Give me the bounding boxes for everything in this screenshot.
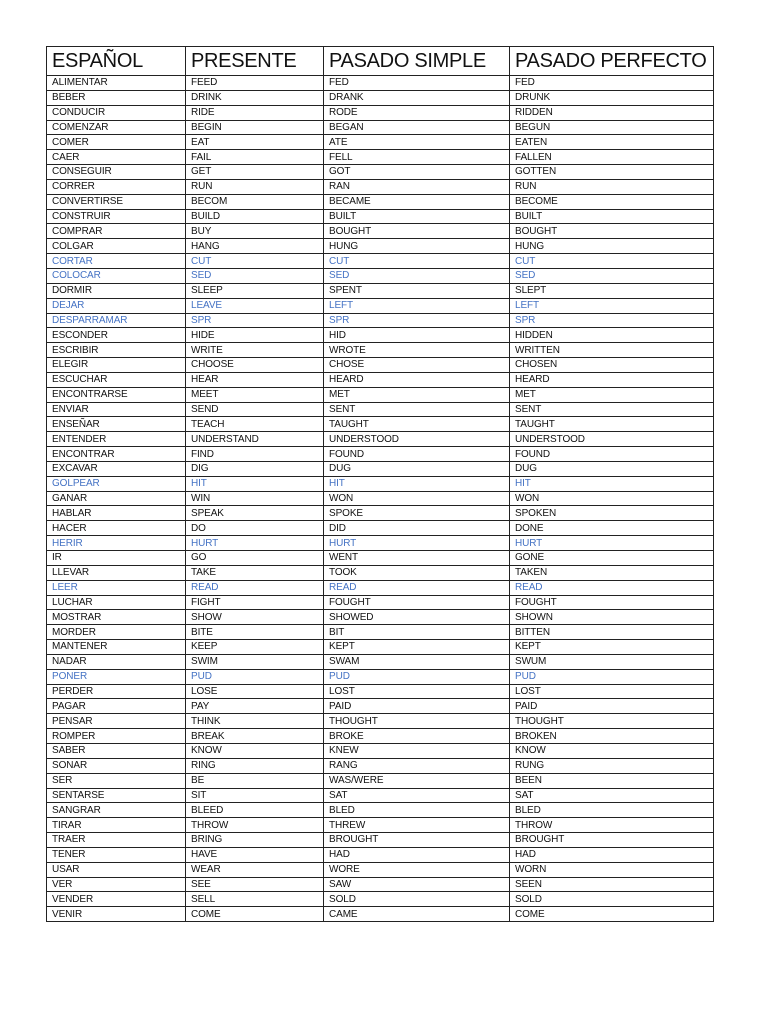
past-perfect-cell: FALLEN (510, 150, 714, 165)
past-simple-cell: THOUGHT (324, 714, 510, 729)
past-perfect-cell: BEEN (510, 773, 714, 788)
past-simple-cell: HEARD (324, 372, 510, 387)
present-cell: FIND (186, 447, 324, 462)
past-perfect-cell: HEARD (510, 372, 714, 387)
spanish-cell: IR (47, 551, 186, 566)
present-cell: UNDERSTAND (186, 432, 324, 447)
present-cell: GO (186, 551, 324, 566)
present-cell: BUILD (186, 209, 324, 224)
table-row (47, 372, 714, 387)
present-cell: DO (186, 521, 324, 536)
past-perfect-cell: RUNG (510, 758, 714, 773)
past-simple-cell: GOT (324, 165, 510, 180)
present-cell: BEGIN (186, 120, 324, 135)
present-cell: PAY (186, 699, 324, 714)
past-simple-cell: CUT (324, 254, 510, 269)
past-simple-cell: ATE (324, 135, 510, 150)
present-cell: HIDE (186, 328, 324, 343)
table-row (47, 387, 714, 402)
past-perfect-cell: TAUGHT (510, 417, 714, 432)
past-perfect-cell: WON (510, 491, 714, 506)
present-cell: KEEP (186, 640, 324, 655)
past-perfect-cell: PUD (510, 669, 714, 684)
present-cell: BREAK (186, 729, 324, 744)
present-cell: BITE (186, 625, 324, 640)
past-simple-cell: BROUGHT (324, 833, 510, 848)
past-perfect-cell: HIDDEN (510, 328, 714, 343)
spanish-cell: SABER (47, 743, 186, 758)
past-simple-cell: WROTE (324, 343, 510, 358)
table-row (47, 907, 714, 922)
table-row (47, 165, 714, 180)
past-simple-cell: BLED (324, 803, 510, 818)
table-row (47, 476, 714, 491)
present-cell: COME (186, 907, 324, 922)
present-cell: HURT (186, 536, 324, 551)
past-perfect-cell: FED (510, 76, 714, 91)
spanish-cell: ESCUCHAR (47, 372, 186, 387)
spanish-cell: LUCHAR (47, 595, 186, 610)
present-cell: SPEAK (186, 506, 324, 521)
past-perfect-cell: GOTTEN (510, 165, 714, 180)
spanish-cell: VER (47, 877, 186, 892)
past-simple-cell: KNEW (324, 743, 510, 758)
past-simple-cell: TAUGHT (324, 417, 510, 432)
table-row (47, 758, 714, 773)
table-row (47, 521, 714, 536)
past-perfect-cell: WORN (510, 862, 714, 877)
spanish-cell: SANGRAR (47, 803, 186, 818)
spanish-cell: HABLAR (47, 506, 186, 521)
spanish-cell: GANAR (47, 491, 186, 506)
table-row (47, 729, 714, 744)
present-cell: EAT (186, 135, 324, 150)
table-row (47, 506, 714, 521)
past-simple-cell: CHOSE (324, 358, 510, 373)
past-simple-cell: CAME (324, 907, 510, 922)
past-simple-cell: WON (324, 491, 510, 506)
past-perfect-cell: BROUGHT (510, 833, 714, 848)
spanish-cell: ENCONTRAR (47, 447, 186, 462)
past-simple-cell: LOST (324, 684, 510, 699)
past-perfect-cell: UNDERSTOOD (510, 432, 714, 447)
past-perfect-cell: LOST (510, 684, 714, 699)
past-perfect-cell: HURT (510, 536, 714, 551)
table-row (47, 640, 714, 655)
past-simple-cell: DID (324, 521, 510, 536)
header-pasado-simple: PASADO SIMPLE (324, 47, 510, 76)
present-cell: TAKE (186, 565, 324, 580)
past-perfect-cell: WRITTEN (510, 343, 714, 358)
past-perfect-cell: BEGUN (510, 120, 714, 135)
present-cell: KNOW (186, 743, 324, 758)
spanish-cell: SONAR (47, 758, 186, 773)
past-perfect-cell: BLED (510, 803, 714, 818)
past-perfect-cell: GONE (510, 551, 714, 566)
present-cell: SEE (186, 877, 324, 892)
past-simple-cell: FOUND (324, 447, 510, 462)
past-perfect-cell: SLEPT (510, 283, 714, 298)
spanish-cell: SER (47, 773, 186, 788)
past-perfect-cell: FOUND (510, 447, 714, 462)
table-row (47, 268, 714, 283)
table-row (47, 179, 714, 194)
past-perfect-cell: CHOSEN (510, 358, 714, 373)
present-cell: RING (186, 758, 324, 773)
table-row (47, 417, 714, 432)
spanish-cell: PERDER (47, 684, 186, 699)
spanish-cell: CONSEGUIR (47, 165, 186, 180)
past-simple-cell: TOOK (324, 565, 510, 580)
spanish-cell: SENTARSE (47, 788, 186, 803)
spanish-cell: CONSTRUIR (47, 209, 186, 224)
table-row (47, 283, 714, 298)
spanish-cell: TIRAR (47, 818, 186, 833)
spanish-cell: ELEGIR (47, 358, 186, 373)
table-row (47, 447, 714, 462)
spanish-cell: ENCONTRARSE (47, 387, 186, 402)
past-perfect-cell: KEPT (510, 640, 714, 655)
past-simple-cell: DRANK (324, 90, 510, 105)
present-cell: SHOW (186, 610, 324, 625)
past-simple-cell: BIT (324, 625, 510, 640)
present-cell: SIT (186, 788, 324, 803)
past-perfect-cell: FOUGHT (510, 595, 714, 610)
table-row (47, 402, 714, 417)
past-perfect-cell: SHOWN (510, 610, 714, 625)
past-simple-cell: MET (324, 387, 510, 402)
past-simple-cell: FED (324, 76, 510, 91)
spanish-cell: ESCONDER (47, 328, 186, 343)
table-row (47, 847, 714, 862)
present-cell: HAVE (186, 847, 324, 862)
spanish-cell: CAER (47, 150, 186, 165)
past-simple-cell: HURT (324, 536, 510, 551)
table-row (47, 595, 714, 610)
past-perfect-cell: KNOW (510, 743, 714, 758)
past-simple-cell: BROKE (324, 729, 510, 744)
past-perfect-cell: BROKEN (510, 729, 714, 744)
present-cell: CUT (186, 254, 324, 269)
present-cell: DRINK (186, 90, 324, 105)
present-cell: READ (186, 580, 324, 595)
header-pasado-perfecto: PASADO PERFECTO (510, 47, 714, 76)
spanish-cell: TENER (47, 847, 186, 862)
spanish-cell: ALIMENTAR (47, 76, 186, 91)
table-row (47, 773, 714, 788)
table-row (47, 298, 714, 313)
past-simple-cell: THREW (324, 818, 510, 833)
table-row (47, 669, 714, 684)
table-row (47, 358, 714, 373)
past-simple-cell: READ (324, 580, 510, 595)
spanish-cell: ESCRIBIR (47, 343, 186, 358)
past-simple-cell: WENT (324, 551, 510, 566)
spanish-cell: VENIR (47, 907, 186, 922)
verb-table (46, 46, 714, 922)
past-perfect-cell: CUT (510, 254, 714, 269)
table-row (47, 551, 714, 566)
spanish-cell: DEJAR (47, 298, 186, 313)
present-cell: BECOM (186, 194, 324, 209)
present-cell: THINK (186, 714, 324, 729)
present-cell: CHOOSE (186, 358, 324, 373)
present-cell: WRITE (186, 343, 324, 358)
past-simple-cell: FELL (324, 150, 510, 165)
present-cell: THROW (186, 818, 324, 833)
spanish-cell: NADAR (47, 654, 186, 669)
past-perfect-cell: SPOKEN (510, 506, 714, 521)
past-perfect-cell: HAD (510, 847, 714, 862)
spanish-cell: TRAER (47, 833, 186, 848)
table-row (47, 892, 714, 907)
spanish-cell: HERIR (47, 536, 186, 551)
past-simple-cell: HIT (324, 476, 510, 491)
table-row (47, 788, 714, 803)
table-row (47, 328, 714, 343)
past-perfect-cell: DUG (510, 461, 714, 476)
past-perfect-cell: RIDDEN (510, 105, 714, 120)
past-simple-cell: RODE (324, 105, 510, 120)
present-cell: GET (186, 165, 324, 180)
table-row (47, 654, 714, 669)
table-body (47, 76, 714, 922)
present-cell: SEND (186, 402, 324, 417)
past-simple-cell: WORE (324, 862, 510, 877)
past-simple-cell: FOUGHT (324, 595, 510, 610)
spanish-cell: CORTAR (47, 254, 186, 269)
past-simple-cell: SAT (324, 788, 510, 803)
past-simple-cell: SPR (324, 313, 510, 328)
past-simple-cell: SAW (324, 877, 510, 892)
present-cell: SWIM (186, 654, 324, 669)
table-row (47, 120, 714, 135)
past-simple-cell: PUD (324, 669, 510, 684)
spanish-cell: COMENZAR (47, 120, 186, 135)
past-perfect-cell: COME (510, 907, 714, 922)
header-presente: PRESENTE (186, 47, 324, 76)
past-simple-cell: SHOWED (324, 610, 510, 625)
spanish-cell: ENSEÑAR (47, 417, 186, 432)
spanish-cell: GOLPEAR (47, 476, 186, 491)
past-perfect-cell: DONE (510, 521, 714, 536)
table-row (47, 224, 714, 239)
present-cell: BLEED (186, 803, 324, 818)
spanish-cell: PAGAR (47, 699, 186, 714)
past-perfect-cell: LEFT (510, 298, 714, 313)
spanish-cell: ROMPER (47, 729, 186, 744)
present-cell: BRING (186, 833, 324, 848)
table-row (47, 833, 714, 848)
table-row (47, 194, 714, 209)
table-row (47, 150, 714, 165)
spanish-cell: COLGAR (47, 239, 186, 254)
past-simple-cell: RAN (324, 179, 510, 194)
present-cell: HANG (186, 239, 324, 254)
present-cell: LEAVE (186, 298, 324, 313)
table-row (47, 343, 714, 358)
past-perfect-cell: DRUNK (510, 90, 714, 105)
present-cell: SED (186, 268, 324, 283)
table-row (47, 610, 714, 625)
spanish-cell: COMPRAR (47, 224, 186, 239)
spanish-cell: PENSAR (47, 714, 186, 729)
past-perfect-cell: BUILT (510, 209, 714, 224)
spanish-cell: CONVERTIRSE (47, 194, 186, 209)
present-cell: FEED (186, 76, 324, 91)
past-perfect-cell: MET (510, 387, 714, 402)
table-row (47, 313, 714, 328)
past-perfect-cell: SEEN (510, 877, 714, 892)
past-simple-cell: LEFT (324, 298, 510, 313)
table-row (47, 743, 714, 758)
table-row (47, 536, 714, 551)
past-perfect-cell: SAT (510, 788, 714, 803)
table-row (47, 580, 714, 595)
past-simple-cell: HID (324, 328, 510, 343)
table-row (47, 76, 714, 91)
header-espanol: ESPAÑOL (47, 47, 186, 76)
table-row (47, 209, 714, 224)
past-simple-cell: SPENT (324, 283, 510, 298)
present-cell: HEAR (186, 372, 324, 387)
past-perfect-cell: PAID (510, 699, 714, 714)
past-perfect-cell: TAKEN (510, 565, 714, 580)
spanish-cell: DORMIR (47, 283, 186, 298)
table-row (47, 699, 714, 714)
past-simple-cell: WAS/WERE (324, 773, 510, 788)
present-cell: MEET (186, 387, 324, 402)
present-cell: HIT (186, 476, 324, 491)
header-row (47, 47, 714, 76)
present-cell: FAIL (186, 150, 324, 165)
table-row (47, 565, 714, 580)
present-cell: RIDE (186, 105, 324, 120)
past-perfect-cell: RUN (510, 179, 714, 194)
spanish-cell: EXCAVAR (47, 461, 186, 476)
past-perfect-cell: BECOME (510, 194, 714, 209)
present-cell: RUN (186, 179, 324, 194)
present-cell: BE (186, 773, 324, 788)
table-row (47, 239, 714, 254)
present-cell: DIG (186, 461, 324, 476)
past-perfect-cell: EATEN (510, 135, 714, 150)
table-row (47, 818, 714, 833)
past-simple-cell: HUNG (324, 239, 510, 254)
present-cell: FIGHT (186, 595, 324, 610)
past-simple-cell: SOLD (324, 892, 510, 907)
present-cell: PUD (186, 669, 324, 684)
table-row (47, 714, 714, 729)
spanish-cell: CORRER (47, 179, 186, 194)
past-simple-cell: SENT (324, 402, 510, 417)
past-simple-cell: SED (324, 268, 510, 283)
present-cell: BUY (186, 224, 324, 239)
spanish-cell: MOSTRAR (47, 610, 186, 625)
present-cell: TEACH (186, 417, 324, 432)
spanish-cell: COMER (47, 135, 186, 150)
spanish-cell: LLEVAR (47, 565, 186, 580)
past-simple-cell: HAD (324, 847, 510, 862)
table-row (47, 461, 714, 476)
spanish-cell: BEBER (47, 90, 186, 105)
table-row (47, 90, 714, 105)
past-simple-cell: BEGAN (324, 120, 510, 135)
past-perfect-cell: HIT (510, 476, 714, 491)
spanish-cell: HACER (47, 521, 186, 536)
table-row (47, 135, 714, 150)
spanish-cell: ENVIAR (47, 402, 186, 417)
spanish-cell: MORDER (47, 625, 186, 640)
present-cell: LOSE (186, 684, 324, 699)
past-perfect-cell: READ (510, 580, 714, 595)
table-row (47, 491, 714, 506)
present-cell: SLEEP (186, 283, 324, 298)
past-simple-cell: SWAM (324, 654, 510, 669)
spanish-cell: PONER (47, 669, 186, 684)
present-cell: SPR (186, 313, 324, 328)
past-perfect-cell: SPR (510, 313, 714, 328)
spanish-cell: CONDUCIR (47, 105, 186, 120)
spanish-cell: VENDER (47, 892, 186, 907)
table-row (47, 862, 714, 877)
table-row (47, 432, 714, 447)
table-row (47, 254, 714, 269)
spanish-cell: USAR (47, 862, 186, 877)
past-simple-cell: BECAME (324, 194, 510, 209)
spanish-cell: LEER (47, 580, 186, 595)
past-perfect-cell: SED (510, 268, 714, 283)
past-simple-cell: KEPT (324, 640, 510, 655)
past-simple-cell: PAID (324, 699, 510, 714)
table-row (47, 877, 714, 892)
past-perfect-cell: SWUM (510, 654, 714, 669)
past-perfect-cell: BOUGHT (510, 224, 714, 239)
table-row (47, 803, 714, 818)
table-row (47, 684, 714, 699)
past-simple-cell: UNDERSTOOD (324, 432, 510, 447)
past-perfect-cell: SENT (510, 402, 714, 417)
spanish-cell: DESPARRAMAR (47, 313, 186, 328)
past-perfect-cell: BITTEN (510, 625, 714, 640)
table-row (47, 625, 714, 640)
past-simple-cell: SPOKE (324, 506, 510, 521)
spanish-cell: ENTENDER (47, 432, 186, 447)
past-perfect-cell: THROW (510, 818, 714, 833)
present-cell: WEAR (186, 862, 324, 877)
spanish-cell: COLOCAR (47, 268, 186, 283)
present-cell: WIN (186, 491, 324, 506)
past-simple-cell: BOUGHT (324, 224, 510, 239)
present-cell: SELL (186, 892, 324, 907)
past-simple-cell: DUG (324, 461, 510, 476)
past-perfect-cell: SOLD (510, 892, 714, 907)
past-simple-cell: RANG (324, 758, 510, 773)
past-perfect-cell: HUNG (510, 239, 714, 254)
past-perfect-cell: THOUGHT (510, 714, 714, 729)
table-row (47, 105, 714, 120)
spanish-cell: MANTENER (47, 640, 186, 655)
past-simple-cell: BUILT (324, 209, 510, 224)
